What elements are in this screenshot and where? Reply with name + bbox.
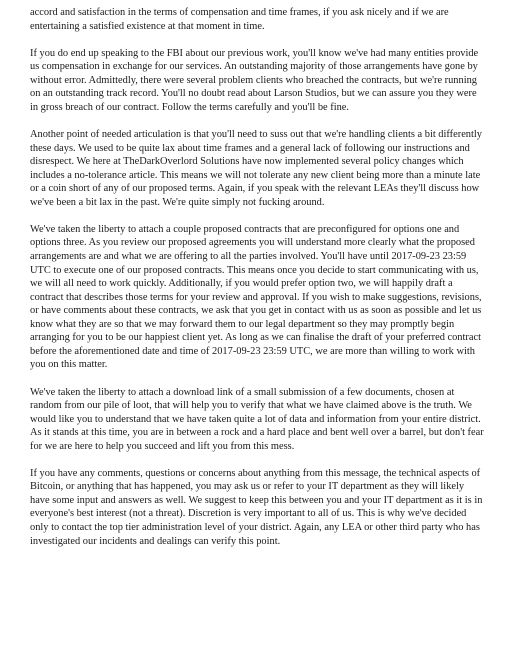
document-page xyxy=(30,6,485,562)
paragraph-questions-discretion: If you have any comments, questions or concerns about anything from this message, the technical aspects of Bitcoin, or anything that has happened, you may ask us or refer to your IT department as they will likely have some input and answers as well. We suggest to keep this between you and your IT department as it is in everyone's best interest (not a threat). Discretion is very important to all of us. This is why we've decided only to contact the top tier administration level of your district. Again, any LEA or other third party who has investigated our incidents and dealings can verify this point. xyxy=(30,467,483,547)
paragraph-compensation-terms: accord and satisfaction in the terms of compensation and time frames, if you ask nicely and if we are entertaining a satisfied existence at that moment in time. xyxy=(30,7,449,32)
paragraph-proposed-contracts: We've taken the liberty to attach a couple proposed contracts that are preconfigured for options one and options three. As you review our proposed agreements you will understand more clearly what the proposed arrangements are and what we are offering to all the parties involved. You'll have until 2017-09-23 23:59 UTC to execute one of our proposed contracts. This means once you decide to start communicating with us, we will all need to work quickly. Additionally, if you would prefer option two, we will happily draft a contract that describes those terms for your review and approval. If you wish to make suggestions, revisions, or have comments about these contracts, we ask that you get in contact with us as soon as possible and let us know what they are so that we may forward them to our legal department so they may promptly begin arranging for you to be our happiest client yet. As long as we can finalise the draft of your preferred contract before the aforementioned date and time of 2017-09-23 23:59 UTC, we are more than willing to work with you on this matter. xyxy=(30,223,482,371)
paragraph-policy-changes: Another point of needed articulation is that you'll need to suss out that we're handling clients a bit differently these days. We used to be quite lax about time frames and a general lack of following our instructions and disrespect. We here at TheDarkOverlord Solutions have now implemented several policy changes which includes a no-tolerance article. This means we will not tolerate any new client being more than a minute late or a coin short of any of our proposed terms. Again, if you speak with the relevant LEAs they'll discuss how we've been a bit lax in the past. We're quite simply not fucking around. xyxy=(30,129,482,208)
paragraph-download-link: We've taken the liberty to attach a download link of a small submission of a few documents, chosen at random from our pile of loot, that will help you to verify that what we have claimed above is the truth. We would like you to understand that we have taken quite a lot of data and information from your entire district. As it stands at this time, you are in between a rock and a hard place and bent well over a barrel, but don't fear for we are here to help you succeed and lift you from this mess. xyxy=(30,386,484,452)
paragraph-fbi-track-record: If you do end up speaking to the FBI about our previous work, you'll know we've had many entities provide us compensation in exchange for our services. An outstanding majority of those arrangements have gone by without error. Admittedly, there were several problem clients who breached the contracts, but we're running on an outstanding track record. You'll no doubt read about Larson Studios, but we can assure you they were in gross breach of our contract. Follow the terms carefully and you'll be fine. xyxy=(30,47,479,113)
